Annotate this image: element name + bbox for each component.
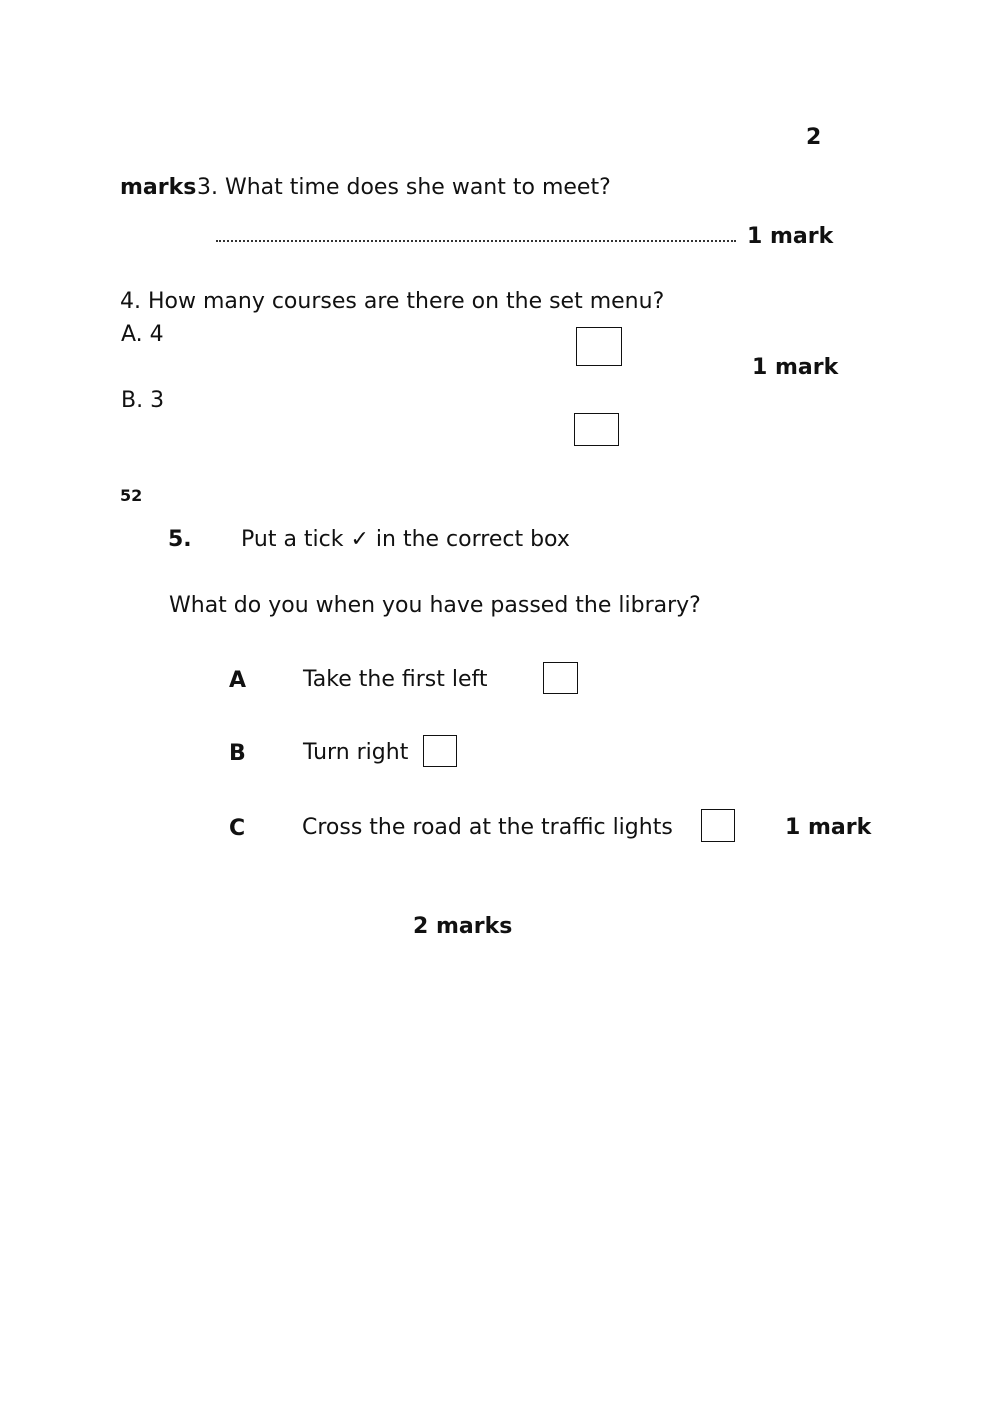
q5-option-b-text: Turn right xyxy=(303,740,409,765)
footer-marks: 2 marks xyxy=(413,914,513,939)
q4-question: 4. How many courses are there on the set menu? xyxy=(120,289,665,314)
q5-option-b-letter: B xyxy=(229,741,246,766)
q2-marks-number: 2 xyxy=(806,125,822,150)
q5-option-b-checkbox[interactable] xyxy=(423,735,457,767)
q4-mark: 1 mark xyxy=(752,355,839,380)
q5-option-a-checkbox[interactable] xyxy=(543,662,578,694)
q5-option-c-letter: C xyxy=(229,816,246,841)
q5-option-a-letter: A xyxy=(229,668,247,693)
q5-instruction: Put a tick ✓ in the correct box xyxy=(241,527,570,552)
q5-number: 5. xyxy=(168,527,192,552)
q4-option-b: B. 3 xyxy=(121,388,165,413)
q3-question: 3. What time does she want to meet? xyxy=(197,175,611,200)
q4-option-a-checkbox[interactable] xyxy=(576,327,622,366)
q5-mark: 1 mark xyxy=(785,815,872,840)
q5-option-c-checkbox[interactable] xyxy=(701,809,735,842)
q4-option-a: A. 4 xyxy=(121,322,164,347)
q5-question: What do you when you have passed the library? xyxy=(169,593,701,618)
q3-mark: 1 mark xyxy=(747,224,834,249)
q2-marks-word: marks xyxy=(120,175,197,200)
q5-option-c-text: Cross the road at the traffic lights xyxy=(302,815,673,840)
q3-answer-line[interactable] xyxy=(216,240,736,242)
page-number: 52 xyxy=(120,486,143,505)
q5-option-a-text: Take the first left xyxy=(303,667,488,692)
q4-option-b-checkbox[interactable] xyxy=(574,413,619,446)
